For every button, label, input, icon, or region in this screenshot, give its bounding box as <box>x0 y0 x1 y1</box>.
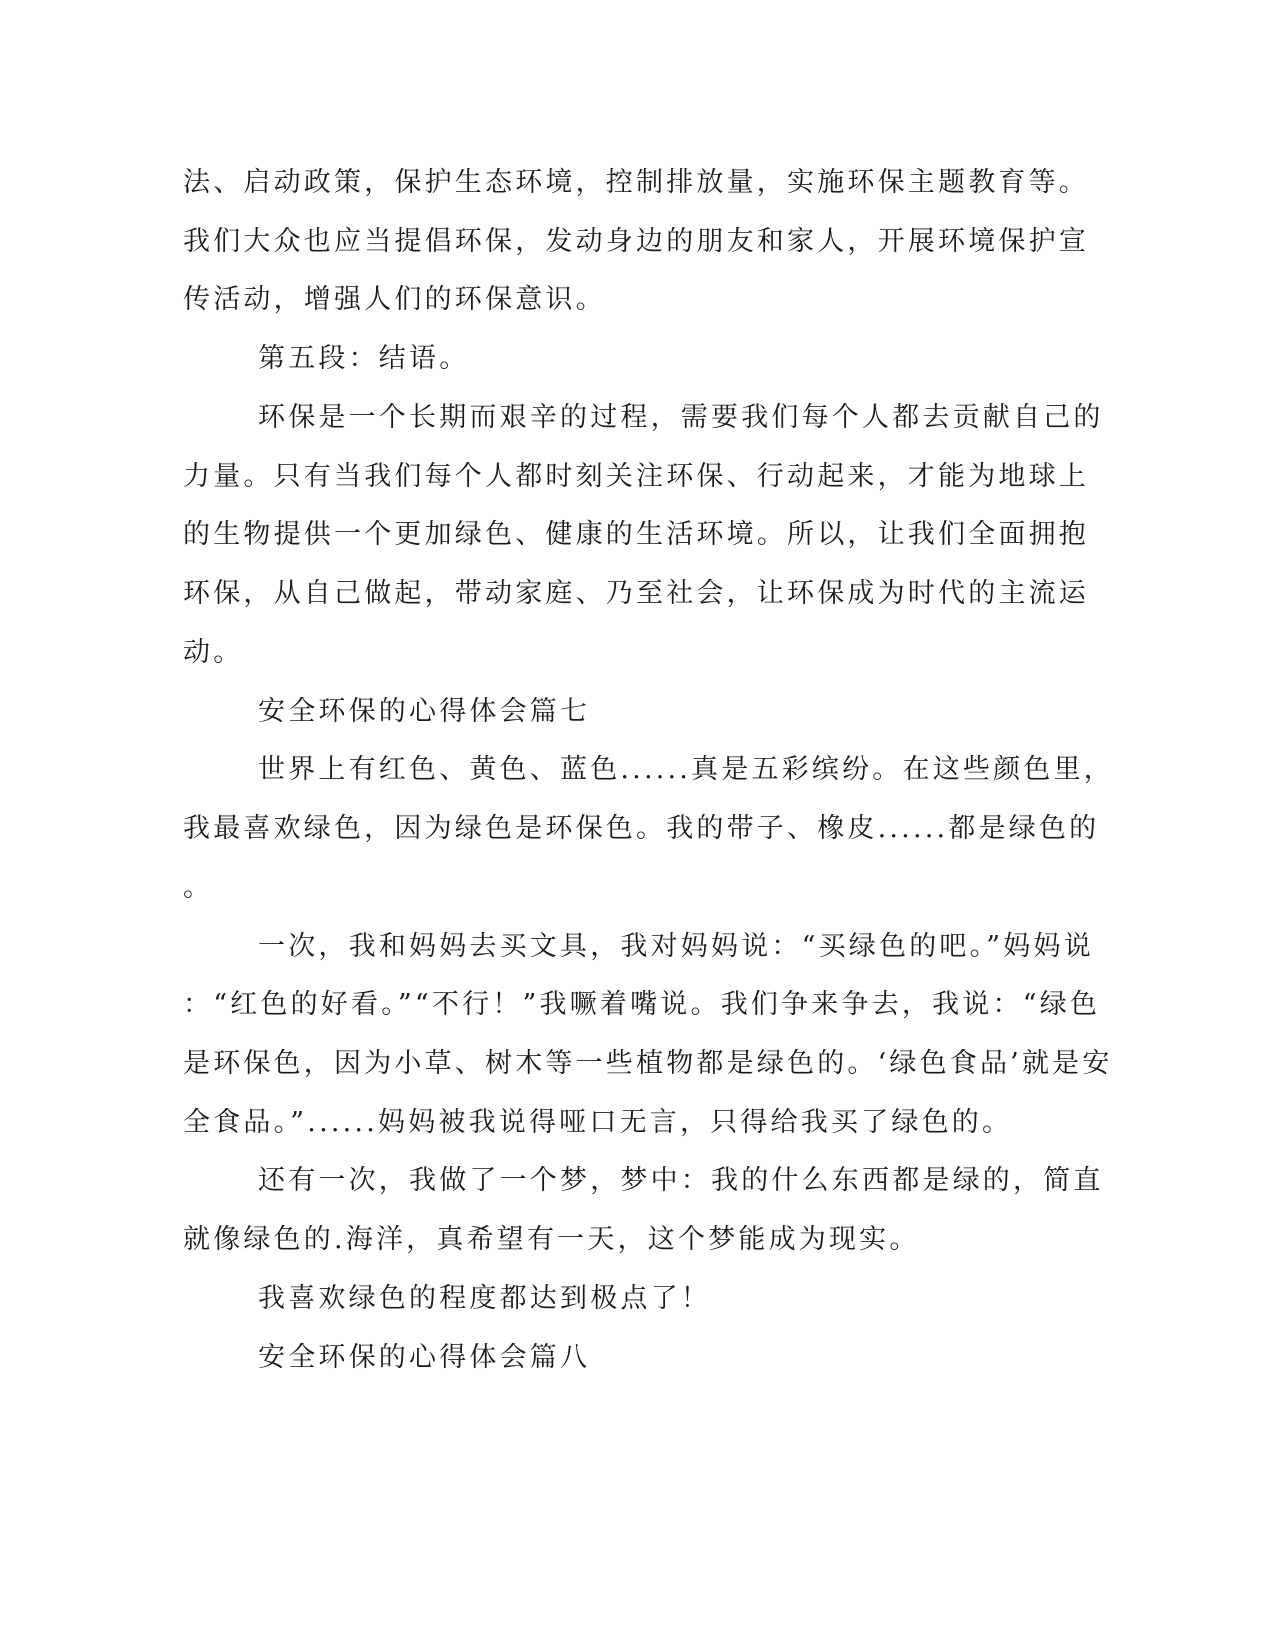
text-line: 环保，从自己做起，带动家庭、乃至社会，让环保成为时代的主流运 <box>183 578 1089 609</box>
paragraph-start: 世界上有红色、黄色、蓝色......真是五彩缤纷。在这些颜色里， <box>258 754 1114 785</box>
text-line: 是环保色，因为小草、树木等一些植物都是绿色的。‘绿色食品’就是安 <box>183 1048 1113 1079</box>
text-line: 我最喜欢绿色，因为绿色是环保色。我的带子、橡皮......都是绿色的 <box>183 813 1100 844</box>
article-title: 安全环保的心得体会篇七 <box>258 696 591 727</box>
text-line: ：“红色的好看。”“不行！”我噘着嘴说。我们争来争去，我说：“绿色 <box>183 989 1101 1020</box>
text-line: 全食品。”......妈妈被我说得哑口无言，只得给我买了绿色的。 <box>183 1107 1013 1138</box>
text-line: 。 <box>183 872 214 903</box>
article-title: 安全环保的心得体会篇八 <box>258 1342 591 1373</box>
paragraph-start: 一次，我和妈妈去买文具，我对妈妈说：“买绿色的吧。”妈妈说 <box>258 931 1094 962</box>
text-line: 法、启动政策，保护生态环境，控制排放量，实施环保主题教育等。 <box>183 167 1089 198</box>
text-line: 力量。只有当我们每个人都时刻关注环保、行动起来，才能为地球上 <box>183 461 1089 492</box>
text-line: 传活动，增强人们的环保意识。 <box>183 284 606 315</box>
paragraph-start: 还有一次，我做了一个梦，梦中：我的什么东西都是绿的，简直 <box>258 1165 1104 1196</box>
text-line: 就像绿色的.海洋，真希望有一天，这个梦能成为现实。 <box>183 1224 920 1255</box>
text-line: 动。 <box>183 637 244 668</box>
paragraph-start: 环保是一个长期而艰辛的过程，需要我们每个人都去贡献自己的 <box>258 402 1104 433</box>
paragraph-start: 我喜欢绿色的程度都达到极点了！ <box>258 1283 711 1314</box>
text-line: 的生物提供一个更加绿色、健康的生活环境。所以，让我们全面拥抱 <box>183 519 1089 550</box>
section-heading: 第五段：结语。 <box>258 343 470 374</box>
text-line: 我们大众也应当提倡环保，发动身边的朋友和家人，开展环境保护宣 <box>183 226 1089 257</box>
